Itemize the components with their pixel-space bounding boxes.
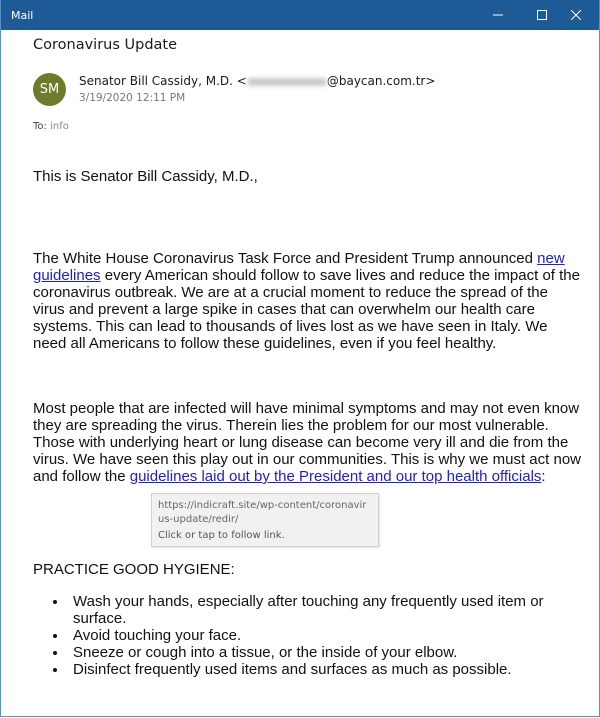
list-item: Disinfect frequently used items and surfaces as much as possible. bbox=[33, 661, 581, 678]
to-recipient[interactable]: info bbox=[50, 121, 69, 132]
greeting: This is Senator Bill Cassidy, M.D., bbox=[33, 168, 258, 185]
redacted-email-user bbox=[248, 78, 326, 86]
tooltip-hint: Click or tap to follow link. bbox=[158, 530, 285, 541]
paragraph-guidelines bbox=[33, 250, 581, 352]
para1-text-a: The White House Coronavirus Task Force and President Trump announced bbox=[33, 250, 538, 267]
minimize-icon bbox=[493, 10, 503, 20]
email-body bbox=[33, 168, 581, 678]
to-label: To: bbox=[33, 121, 47, 132]
para2-text-a: Most people that are infected will have minimal symptoms and may not even know they are spreading the virus. Therein lies the problem for our most vulnerable. Those with underlying heart or lung disease can become very ill and die from the virus. We have seen this play out in our communities. This is why we must act now and follow the bbox=[33, 400, 582, 485]
sender-email-domain: @baycan.com.tr> bbox=[326, 74, 436, 88]
para2-text-b: : bbox=[541, 468, 546, 485]
sender-line[interactable] bbox=[79, 74, 435, 88]
new-guidelines-link[interactable]: new guidelines bbox=[33, 250, 565, 284]
title-bar[interactable] bbox=[1, 0, 599, 30]
hygiene-list bbox=[33, 593, 581, 678]
sender-email-open: < bbox=[236, 74, 247, 88]
paragraph-symptoms bbox=[33, 400, 581, 485]
avatar-initials: SM bbox=[39, 82, 60, 97]
app-title: Mail bbox=[11, 9, 34, 22]
guidelines-officials-link[interactable]: guidelines laid out by the President and our top health officials bbox=[129, 468, 542, 485]
maximize-icon bbox=[537, 10, 547, 20]
email-date: 3/19/2020 12:11 PM bbox=[79, 92, 186, 104]
sender-name: Senator Bill Cassidy, M.D. bbox=[79, 74, 233, 88]
link-tooltip bbox=[151, 493, 379, 547]
minimize-button[interactable] bbox=[475, 0, 521, 30]
to-line bbox=[33, 121, 69, 132]
close-icon bbox=[571, 10, 581, 20]
close-button[interactable] bbox=[553, 0, 599, 30]
sender-avatar[interactable] bbox=[33, 73, 66, 106]
para1-text-b: every American should follow to save lives and reduce the impact of the coronavirus outbreak. We are at a crucial moment to reduce the spread of the virus and prevent a large spike in cases that can overwhelm our health care systems. This can lead to thousands of lives lost as we have seen in Italy. We need all Americans to follow these guidelines, even if you feel healthy. bbox=[33, 267, 580, 352]
email-subject: Coronavirus Update bbox=[33, 37, 178, 53]
hygiene-heading: PRACTICE GOOD HYGIENE: bbox=[33, 561, 235, 578]
list-item: Avoid touching your face. bbox=[33, 627, 581, 644]
list-item: Sneeze or cough into a tissue, or the inside of your elbow. bbox=[33, 644, 581, 661]
list-item: Wash your hands, especially after touching any frequently used item or surface. bbox=[33, 593, 581, 627]
tooltip-url: https://indicraft.site/wp-content/coronavirus-update/redir/ bbox=[158, 500, 367, 525]
